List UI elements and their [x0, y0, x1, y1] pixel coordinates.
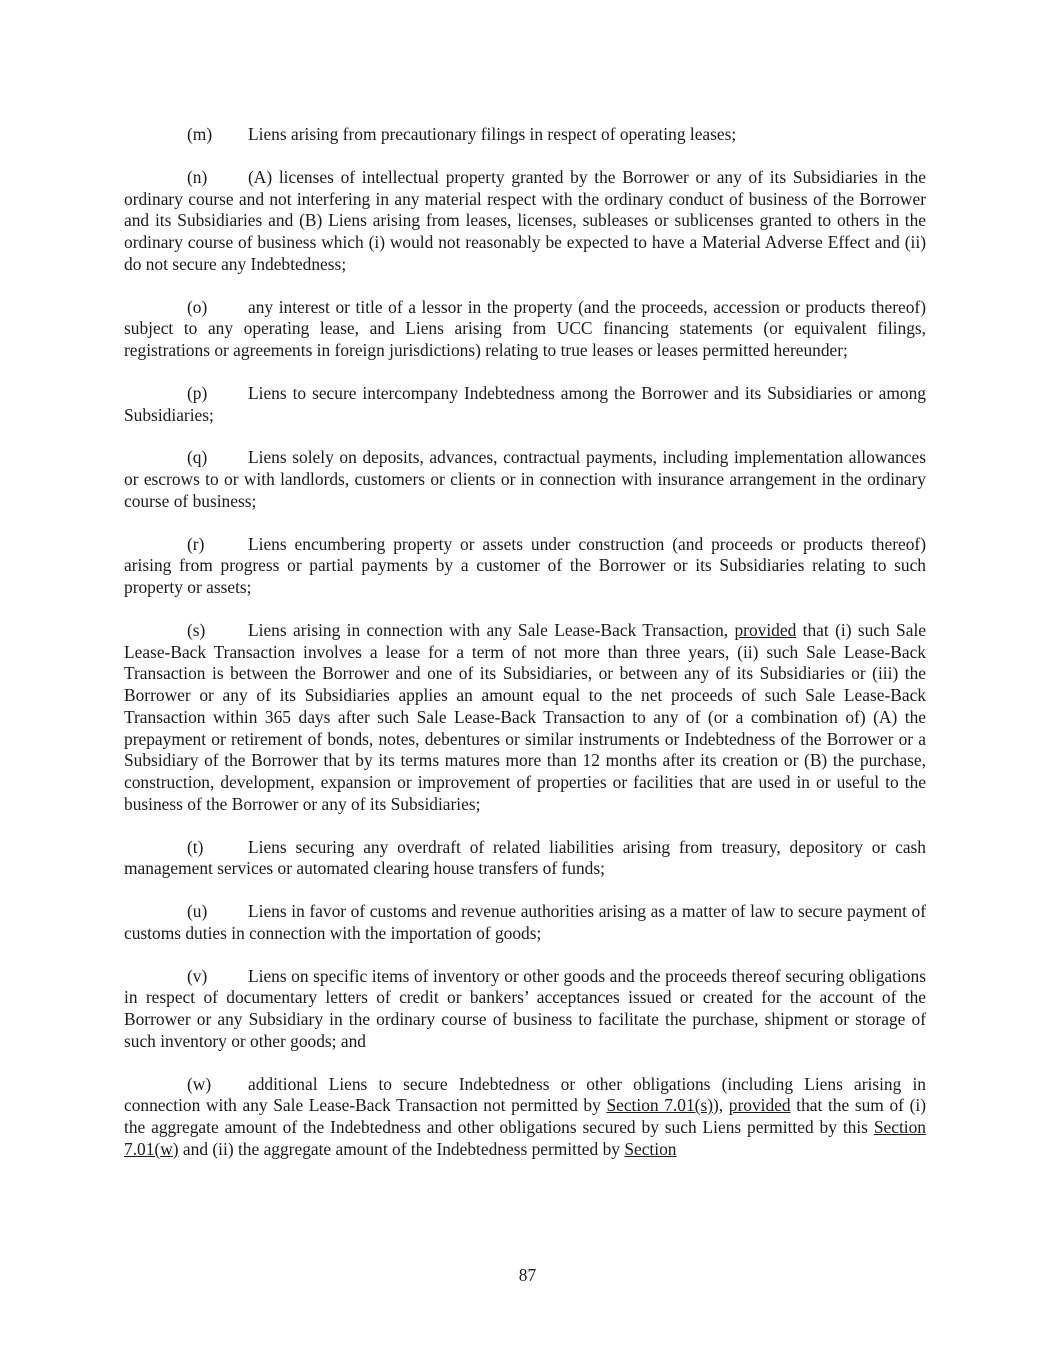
- clause-text: Liens arising from precautionary filings in respect of operating leases;: [248, 124, 737, 144]
- clause-marker: (p): [187, 382, 208, 403]
- clause-marker: (r): [187, 533, 205, 554]
- clause-marker: (n): [187, 166, 208, 187]
- clause-text: Liens arising in connection with any Sale Lease-Back Transaction,: [248, 619, 735, 640]
- clause-text: additional Liens to secure Indebtedness or other obligations (including Liens arising in connection with any Sale Lease-Back Transaction not permitted by: [124, 1073, 926, 1116]
- clause-n: [124, 167, 926, 276]
- clause-w: [124, 1074, 926, 1161]
- clause-marker: (u): [187, 901, 208, 921]
- clause-marker: (v): [187, 965, 208, 986]
- section-reference: Section 7.01(w): [124, 1117, 926, 1159]
- clause-marker: (m): [187, 124, 213, 144]
- page-number: 87: [518, 1265, 537, 1285]
- clause-text: Liens securing any overdraft of related liabilities arising from treasury, depository or cash management services or automated clearing house transfers of funds;: [124, 836, 926, 879]
- clause-text: and (ii) the aggregate amount of the Indebtedness permitted by: [178, 1138, 625, 1159]
- clause-text: Liens encumbering property or assets under construction (and proceeds or products thereof) arising from progress or partial payments by a customer of the Borrower or its Subsidiaries relating to such property or assets;: [124, 533, 926, 597]
- clause-text: that (i) such Sale Lease-Back Transaction involves a lease for a term of not more than three years, (ii) such Sale Lease-Back Transaction is between the Borrower and one of its Subsidiaries, or between any of its Subsidiaries or (iii) the Borrower or any of its Subsidiaries applies an amount equal to the net proceeds of such Sale Lease-Back Transaction within 365 days after such Sale Lease-Back Transaction to any of (or a combination of) (A) the prepayment or retirement of bonds, notes, debentures or similar instruments or Indebtedness of the Borrower or a Subsidiary of the Borrower that by its terms matures more than 12 months after its creation or (B) the purchase, construction, development, expansion or improvement of properties or facilities that are used in or useful to the business of the Borrower or any of its Subsidiaries;: [124, 619, 926, 814]
- clause-u: [124, 901, 926, 945]
- clause-r: [124, 534, 926, 599]
- clause-marker: (q): [187, 447, 208, 468]
- clause-p: [124, 383, 926, 427]
- clause-marker: (t): [187, 836, 204, 857]
- provided-term: provided: [728, 1095, 791, 1116]
- clause-marker: (s): [187, 619, 206, 640]
- section-reference: Section: [624, 1138, 677, 1159]
- clause-text: Liens in favor of customs and revenue authorities arising as a matter of law to secure payment of customs duties in connection with the importation of goods;: [124, 901, 926, 943]
- provided-term: provided: [734, 619, 797, 640]
- clause-text: (A) licenses of intellectual property granted by the Borrower or any of its Subsidiaries in the ordinary course and not interfering in any material respect with the ordinary conduct of business of the Borrower and its Subsidiaries and (B) Liens arising from leases, licenses, subleases or sublicenses granted to others in the ordinary course of business which (i) would not reasonably be expected to have a Material Adverse Effect and (ii) do not secure any Indebtedness;: [124, 166, 926, 274]
- clause-marker: (o): [187, 296, 208, 317]
- clause-s: [124, 620, 926, 816]
- clause-text: ),: [713, 1095, 729, 1116]
- clause-text: that the sum of (i) the aggregate amount of the Indebtedness and other obligations secured by such Liens permitted by this: [124, 1095, 926, 1137]
- section-reference: Section 7.01(s): [606, 1095, 714, 1116]
- clause-marker: (w): [187, 1073, 212, 1094]
- clause-text: any interest or title of a lessor in the property (and the proceeds, accession or products thereof) subject to any operating lease, and Liens arising from UCC financing statements (or equivalent filings, registrations or agreements in foreign jurisdictions) relating to true leases or leases permitted hereunder;: [124, 296, 926, 360]
- clause-t: [124, 837, 926, 881]
- clause-o: [124, 297, 926, 362]
- document-body: [124, 124, 926, 1182]
- clause-text: Liens to secure intercompany Indebtedness among the Borrower and its Subsidiaries or among Subsidiaries;: [124, 382, 926, 425]
- clause-text: Liens solely on deposits, advances, contractual payments, including implementation allowances or escrows to or with landlords, customers or clients or in connection with insurance arrangement in the ordinary course of business;: [124, 447, 926, 511]
- clause-q: [124, 447, 926, 512]
- clause-text: Liens on specific items of inventory or other goods and the proceeds thereof securing obligations in respect of documentary letters of credit or bankers’ acceptances issued or created for the account of the Borrower or any Subsidiary in the ordinary course of business to facilitate the purchase, shipment or storage of such inventory or other goods; and: [124, 965, 926, 1051]
- clause-v: [124, 966, 926, 1053]
- clause-m: [124, 124, 926, 146]
